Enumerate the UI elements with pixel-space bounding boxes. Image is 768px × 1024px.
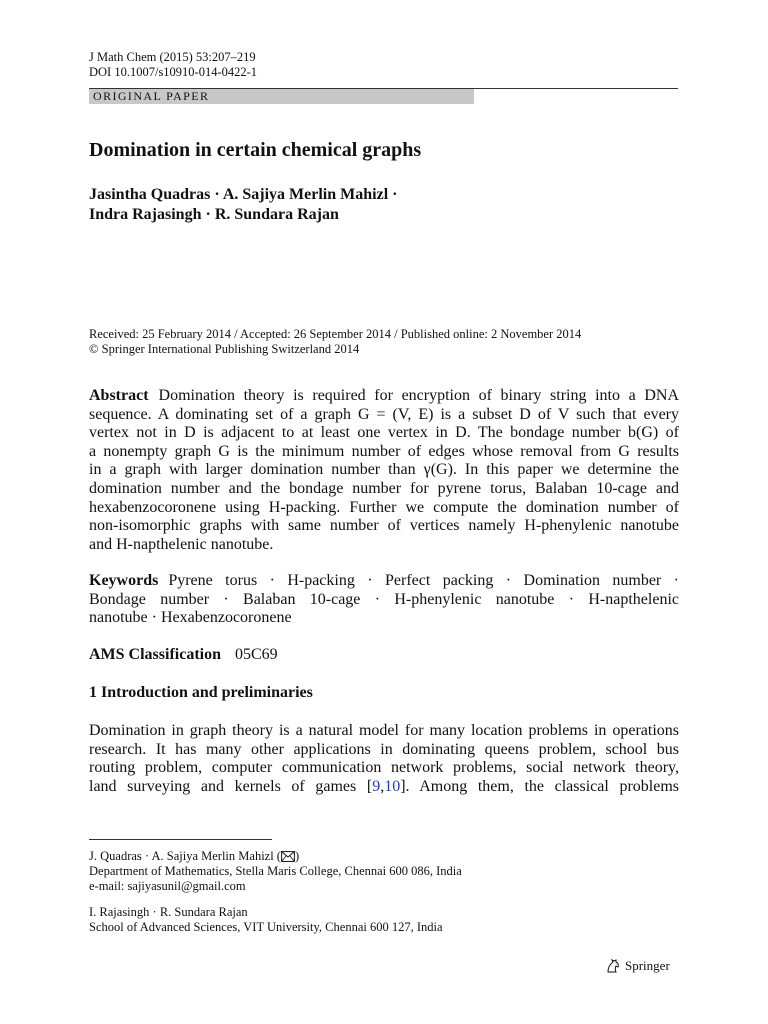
affiliation-names: J. Quadras · A. Sajiya Merlin Mahizl ( ) <box>89 849 300 863</box>
abstract-line: Abstract Domination theory is required for encryption of binary string into a DNA <box>89 387 679 404</box>
body-line: Domination in graph theory is a natural model for many location problems in operations <box>89 722 679 739</box>
history-line: Received: 25 February 2014 / Accepted: 26 September 2014 / Published online: 2 November 2014 <box>89 327 582 341</box>
copyright-line: © Springer International Publishing Switzerland 2014 <box>89 342 360 356</box>
abstract-line: a nonempty graph G is the minimum number of edges whose removal from G results <box>89 442 679 460</box>
ams-classification <box>89 646 278 664</box>
ams-value: 05C69 <box>235 646 278 663</box>
body-line: land surveying and kernels of games [9,10]. Among them, the classical problems <box>89 777 679 795</box>
affiliation-names: I. Rajasingh · R. Sundara Rajan <box>89 905 248 919</box>
keywords-label: Keywords <box>89 572 159 589</box>
keywords-line: Bondage number · Balaban 10-cage · H-phenylenic nanotube · H-napthelenic <box>89 590 679 608</box>
abstract-label: Abstract <box>89 387 149 404</box>
publisher-name: Springer <box>625 958 670 973</box>
body-line: routing problem, computer communication network problems, social network theory, <box>89 759 679 777</box>
authors-line: Jasintha Quadras · A. Sajiya Merlin Mahizl · <box>89 186 398 203</box>
paper-type-tag: ORIGINAL PAPER <box>89 89 474 104</box>
footnote-rule <box>89 839 272 840</box>
publisher-logo <box>605 958 670 974</box>
authors-line: Indra Rajasingh · R. Sundara Rajan <box>89 205 339 223</box>
abstract <box>89 387 679 554</box>
keywords-line: Keywords Pyrene torus · H-packing · Perfect packing · Domination number · <box>89 572 679 589</box>
doi: DOI 10.1007/s10910-014-0422-1 <box>89 65 258 79</box>
journal-info <box>89 50 257 80</box>
affiliation-dept: Department of Mathematics, Stella Maris College, Chennai 600 086, India <box>89 864 462 878</box>
abstract-line: vertex not in D is adjacent to at least one vertex in D. The bondage number b(G) of <box>89 424 679 442</box>
abstract-line: in a graph with larger domination number than γ(G). In this paper we determine the <box>89 461 679 479</box>
abstract-line: hexabenzocoronene using H-packing. Further we compute the domination number of <box>89 498 679 516</box>
body-line: research. It has many other applications in dominating queens problem, school bus <box>89 740 679 758</box>
keywords <box>89 572 679 628</box>
citation-link[interactable]: 9 <box>372 777 381 795</box>
section-body <box>89 722 679 796</box>
affiliation-email: e-mail: sajiyasunil@gmail.com <box>89 879 246 893</box>
affiliation-dept: School of Advanced Sciences, VIT University, Chennai 600 127, India <box>89 920 443 934</box>
keywords-line: nanotube · Hexabenzocoronene <box>89 609 292 627</box>
journal-citation: J Math Chem (2015) 53:207–219 <box>89 50 256 64</box>
abstract-line: domination number and the bondage number for pyrene torus, Balaban 10-cage and <box>89 479 679 497</box>
publication-dates <box>89 327 689 357</box>
springer-horse-icon <box>605 958 621 974</box>
abstract-line: non-isomorphic graphs with same number of vertices namely H-phenylenic nanotube <box>89 517 679 535</box>
ams-label: AMS Classification <box>89 646 221 663</box>
affiliation-footnote <box>89 849 462 894</box>
envelope-icon <box>281 851 295 862</box>
abstract-line: and H-napthelenic nanotube. <box>89 535 274 553</box>
authors <box>89 185 397 224</box>
paper-title: Domination in certain chemical graphs <box>89 139 422 161</box>
abstract-line: sequence. A dominating set of a graph G = (V, E) is a subset D of V such that every <box>89 405 679 423</box>
affiliation-footnote <box>89 905 443 935</box>
section-heading: 1 Introduction and preliminaries <box>89 684 313 701</box>
citation-link[interactable]: 10 <box>384 777 401 795</box>
